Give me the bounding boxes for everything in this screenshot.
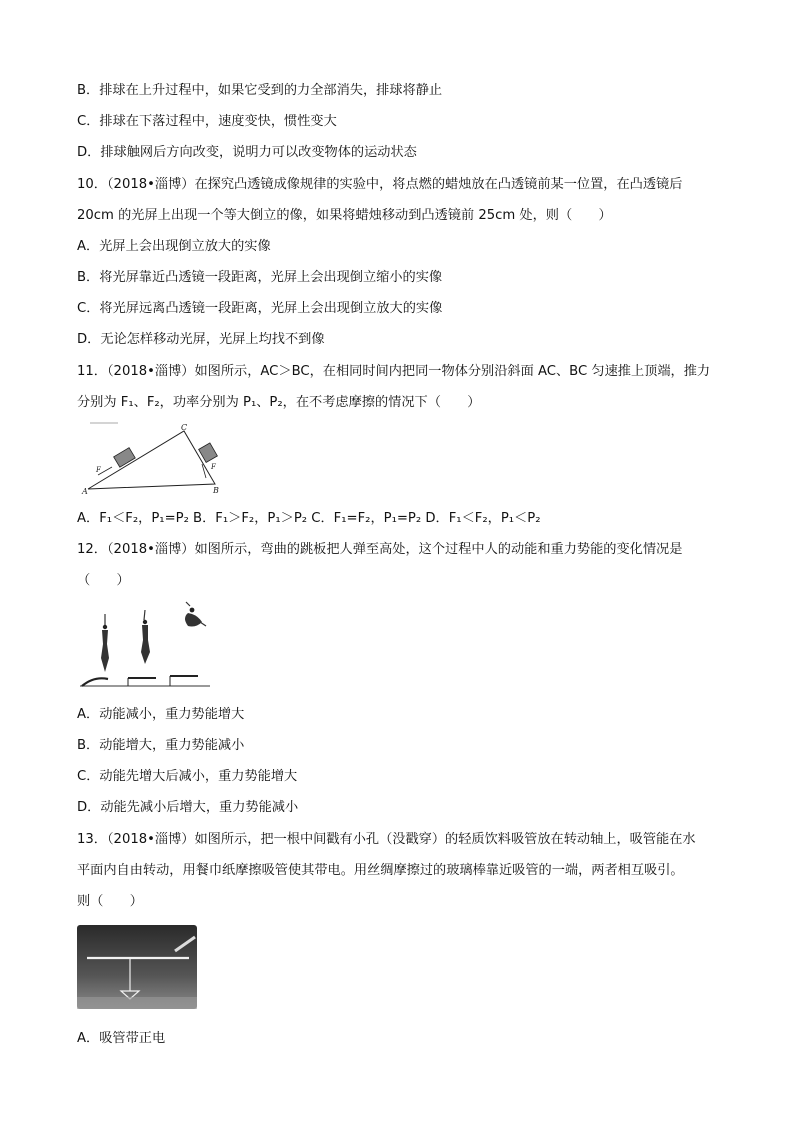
label-b: B <box>213 486 219 495</box>
q10-stem-line2: 20cm 的光屏上出现一个等大倒立的像，如果将蜡烛移动到凸透镜前 25cm 处，则（ ） <box>77 208 612 223</box>
q12-stem-line1: 12．（2018•淄博）如图所示，弯曲的跳板把人弹至高处，这个过程中人的动能和重力势能的变化情况是 <box>77 542 683 557</box>
q11-stem-line2: 分别为 F₁、F₂，功率分别为 P₁、P₂，在不考虑摩擦的情况下（ ） <box>77 395 481 410</box>
q13-stem-line1: 13．（2018•淄博）如图所示，把一根中间戳有小孔（没戳穿）的轻质饮料吸管放在转动轴上，吸管能在水 <box>77 832 696 847</box>
q9-option-b: B．排球在上升过程中，如果它受到的力全部消失，排球将静止 <box>77 83 443 98</box>
label-f2: F <box>211 463 216 471</box>
block-on-bc <box>199 443 218 462</box>
q13-straw-photo <box>77 925 197 1009</box>
q11-stem-line1: 11．（2018•淄博）如图所示，AC＞BC，在相同时间内把同一物体分别沿斜面 AC、BC 匀速推上顶端，推力 <box>77 364 711 379</box>
q10-option-d: D．无论怎样移动光屏，光屏上均找不到像 <box>77 332 325 347</box>
bent-board <box>82 678 108 686</box>
triangle-acb <box>88 431 215 489</box>
q9-option-d: D．排球触网后方向改变，说明力可以改变物体的运动状态 <box>77 145 417 160</box>
q11-options: A．F₁＜F₂，P₁=P₂ B．F₁＞F₂，P₁＞P₂ C．F₁=F₂，P₁=P₂ D．F₁＜F₂，P₁＜P₂ <box>77 511 541 526</box>
q12-option-d: D．动能先减小后增大，重力势能减小 <box>77 800 299 815</box>
q13-stem-line3: 则（ ） <box>77 894 143 909</box>
table-surface <box>77 997 197 1009</box>
q10-stem-line1: 10．（2018•淄博）在探究凸透镜成像规律的实验中，将点燃的蜡烛放在凸透镜前某一位置，在凸透镜后 <box>77 177 683 192</box>
q11-incline-figure <box>78 420 228 498</box>
photo-background <box>77 925 197 1009</box>
q12-option-b: B．动能增大，重力势能减小 <box>77 738 245 753</box>
q10-option-c: C．将光屏远离凸透镜一段距离，光屏上会出现倒立放大的实像 <box>77 301 443 316</box>
q13-option-a: A．吸管带正电 <box>77 1031 166 1046</box>
diver-figure-1 <box>101 614 109 672</box>
label-c: C <box>181 423 188 432</box>
label-f1: F <box>96 466 101 474</box>
diver-figure-2 <box>141 610 150 664</box>
q10-option-a: A．光屏上会出现倒立放大的实像 <box>77 239 271 254</box>
q12-springboard-figure <box>78 600 213 690</box>
diver-figure-3 <box>185 602 206 627</box>
block-on-ac <box>114 448 136 468</box>
q12-stem-line2: （ ） <box>77 573 130 588</box>
q10-option-b: B．将光屏靠近凸透镜一段距离，光屏上会出现倒立缩小的实像 <box>77 270 443 285</box>
label-a: A <box>82 487 88 496</box>
q13-stem-line2: 平面内自由转动，用餐巾纸摩擦吸管使其带电。用丝绸摩擦过的玻璃棒靠近吸管的一端，两者相互吸引。 <box>77 863 684 878</box>
q12-option-a: A．动能减小，重力势能增大 <box>77 707 245 722</box>
q9-option-c: C．排球在下落过程中，速度变快，惯性变大 <box>77 114 337 129</box>
q12-option-c: C．动能先增大后减小，重力势能增大 <box>77 769 298 784</box>
